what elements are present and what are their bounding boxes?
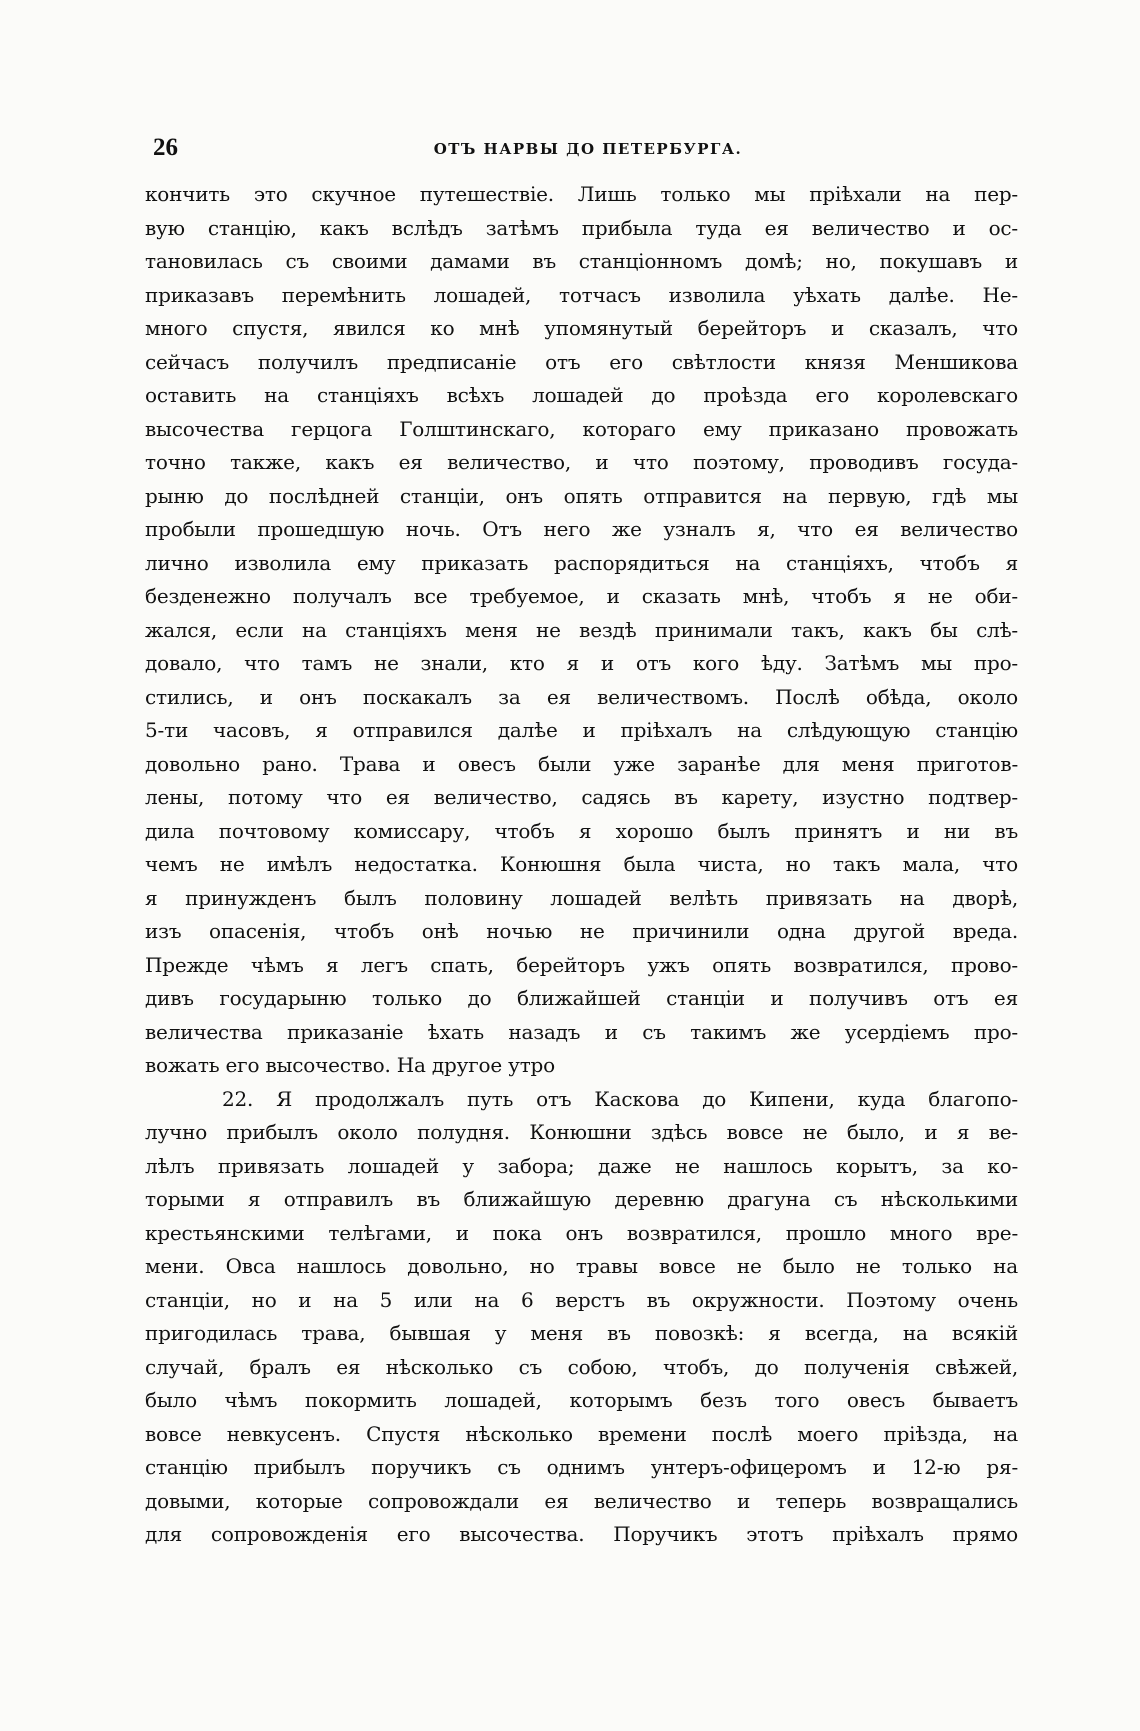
text-line: пробыли прошедшую ночь. Отъ него же узналъ я, что ея величество — [145, 517, 1018, 541]
text-line: сейчасъ получилъ предписаніе отъ его свѣтлости князя Меншикова — [145, 349, 1018, 374]
text-line: лѣлъ привязать лошадей у забора; даже не нашлось корытъ, за ко- — [145, 1153, 1018, 1178]
text-line: точно также, какъ ея величество, и что поэтому, проводивъ госуда- — [145, 450, 1018, 474]
text-line: для сопровожденія его высочества. Поручикъ этотъ пріѣхалъ прямо — [145, 1522, 1018, 1546]
text-line: приказавъ перемѣнить лошадей, тотчасъ изволила уѣхать далѣе. Не- — [145, 282, 1018, 307]
text-line: рыню до послѣдней станціи, онъ опять отправится на первую, гдѣ мы — [145, 483, 1018, 508]
text-line: Прежде чѣмъ я легъ спать, берейторъ ужъ опять возвратился, прово- — [145, 952, 1018, 977]
text-line: кончить это скучное путешествіе. Лишь только мы пріѣхали на пер- — [145, 182, 1018, 206]
text-line: высочества герцога Голштинскаго, котораго ему приказано провожать — [145, 416, 1018, 441]
text-line: случай, бралъ ея нѣсколько съ собою, чтобъ, до полученія свѣжей, — [145, 1354, 1018, 1379]
page-header — [153, 131, 1023, 165]
text-line: много спустя, явился ко мнѣ упомянутый берейторъ и сказалъ, что — [145, 316, 1018, 340]
text-line: тановилась съ своими дамами въ станціонномъ домѣ; но, покушавъ и — [145, 249, 1018, 273]
text-line: крестьянскими телѣгами, и пока онъ возвратился, прошло много вре- — [145, 1220, 1018, 1245]
text-line: станцію прибылъ поручикъ съ однимъ унтеръ-офицеромъ и 12-ю ря- — [145, 1455, 1018, 1479]
running-title: ОТЪ НАРВЫ ДО ПЕТЕРБУРГА. — [433, 140, 743, 158]
text-line: жался, если на станціяхъ меня не вездѣ принимали такъ, какъ бы слѣ- — [145, 617, 1018, 642]
paragraph-start-line: 22. Я продолжалъ путь отъ Каскова до Кипени, куда благопо- — [222, 1086, 1018, 1111]
text-line: величества приказаніе ѣхать назадъ и съ такимъ же усердіемъ про- — [145, 1019, 1018, 1044]
text-line: вовсе невкусенъ. Спустя нѣсколько времени послѣ моего пріѣзда, на — [145, 1421, 1018, 1446]
text-line: дивъ государыню только до ближайшей станціи и получивъ отъ ея — [145, 986, 1018, 1010]
text-line: лены, потому что ея величество, садясь въ карету, изустно подтвер- — [145, 785, 1018, 809]
text-line: мени. Овса нашлось довольно, но травы вовсе не было не только на — [145, 1254, 1018, 1278]
text-line: я принужденъ былъ половину лошадей велѣть привязать на дворѣ, — [145, 885, 1018, 910]
text-line: лучно прибылъ около полудня. Конюшни здѣсь вовсе не было, и я ве- — [145, 1120, 1018, 1144]
body-text — [145, 178, 1018, 1552]
text-line: довыми, которые сопровождали ея величество и теперь возвращались — [145, 1488, 1018, 1513]
text-line: стились, и онъ поскакалъ за ея величествомъ. Послѣ обѣда, около — [145, 684, 1018, 709]
text-line: торыми я отправилъ въ ближайшую деревню драгуна съ нѣсколькими — [145, 1187, 1018, 1211]
paragraph-end-line: вожать его высочество. На другое утро — [145, 1053, 556, 1077]
text-line: довало, что тамъ не знали, кто я и отъ кого ѣду. Затѣмъ мы про- — [145, 651, 1018, 675]
text-line: вую станцію, какъ вслѣдъ затѣмъ прибыла туда ея величество и ос- — [145, 215, 1018, 240]
text-line: безденежно получалъ все требуемое, и сказать мнѣ, чтобъ я не оби- — [145, 584, 1018, 608]
text-line: пригодилась трава, бывшая у меня въ повозкѣ: я всегда, на всякій — [145, 1321, 1018, 1345]
text-line: дила почтовому комиссару, чтобъ я хорошо былъ принятъ и ни въ — [145, 818, 1018, 843]
text-line: станціи, но и на 5 или на 6 верстъ въ окружности. Поэтому очень — [145, 1287, 1018, 1312]
text-line: довольно рано. Трава и овесъ были уже заранѣе для меня приготов- — [145, 751, 1018, 776]
text-line: чемъ не имѣлъ недостатка. Конюшня была чиста, но такъ мала, что — [145, 852, 1018, 876]
text-line: 5-ти часовъ, я отправился далѣе и пріѣхалъ на слѣдующую станцію — [145, 718, 1018, 742]
text-line: оставить на станціяхъ всѣхъ лошадей до проѣзда его королевскаго — [145, 383, 1018, 407]
page-number: 26 — [153, 134, 178, 161]
text-line: изъ опасенія, чтобъ онѣ ночью не причинили одна другой вреда. — [145, 919, 1018, 943]
text-line: было чѣмъ покормить лошадей, которымъ безъ того овесъ бываетъ — [145, 1388, 1018, 1412]
text-line: лично изволила ему приказать распорядиться на станціяхъ, чтобъ я — [145, 550, 1018, 575]
